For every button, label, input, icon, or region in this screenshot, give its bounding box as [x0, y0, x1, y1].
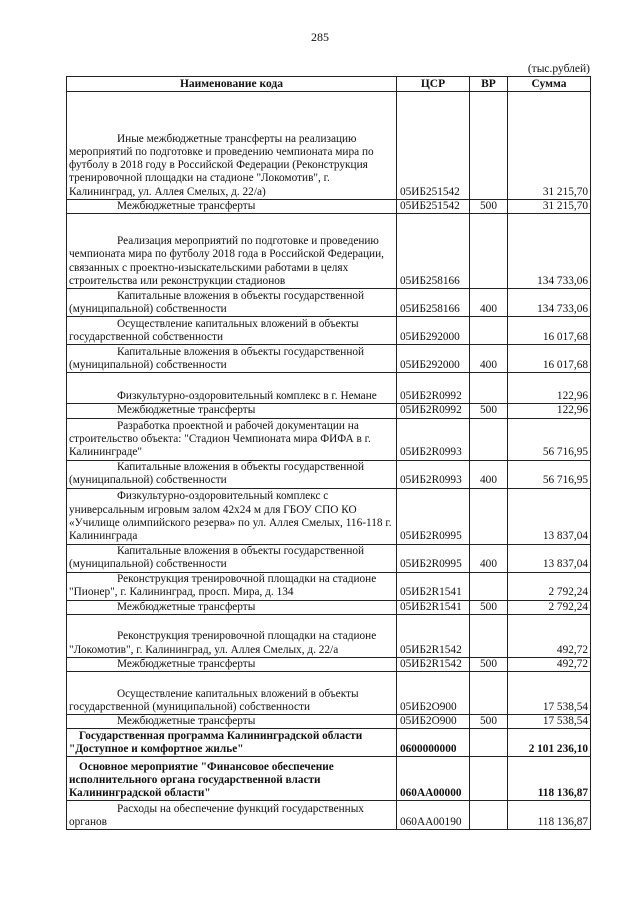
table-row — [67, 404, 591, 418]
table-row — [67, 317, 591, 345]
cell-name: Капитальные вложения в объекты государственной (муниципальной) собственности — [67, 345, 397, 373]
cell-csr: 05ИБ292000 — [397, 317, 470, 345]
cell-name: Межбюджетные трансферты — [67, 715, 397, 729]
cell-sum: 2 792,24 — [508, 572, 591, 600]
cell-csr: 05ИБ2R0995 — [397, 544, 470, 572]
cell-sum: 2 792,24 — [508, 600, 591, 614]
table-row — [67, 544, 591, 572]
cell-vr: 500 — [470, 404, 508, 418]
cell-name: Физкультурно-оздоровительный комплекс в г. Немане — [67, 373, 397, 404]
table-row — [67, 672, 591, 715]
cell-csr: 05ИБ2R0993 — [397, 418, 470, 460]
cell-csr: 05ИБ2R0995 — [397, 488, 470, 544]
cell-name: Реконструкция тренировочной площадки на стадионе "Пионер", г. Калининград, просп. Мира, д. 134 — [67, 572, 397, 600]
budget-table — [66, 76, 591, 830]
table-body — [67, 92, 591, 830]
cell-name: Капитальные вложения в объекты государственной (муниципальной) собственности — [67, 289, 397, 317]
cell-vr — [470, 572, 508, 600]
cell-csr: 0600000000 — [397, 729, 470, 757]
cell-vr — [470, 373, 508, 404]
cell-vr — [470, 214, 508, 289]
table-row — [67, 373, 591, 404]
cell-vr: 400 — [470, 460, 508, 488]
cell-name: Межбюджетные трансферты — [67, 404, 397, 418]
cell-vr — [470, 614, 508, 657]
table-row — [67, 729, 591, 757]
header-sum: Сумма — [508, 77, 591, 92]
cell-csr: 05ИБ2R1541 — [397, 600, 470, 614]
table-row — [67, 657, 591, 671]
cell-name: Разработка проектной и рабочей документации на строительство объекта: "Стадион Чемпионата мира ФИФА в г. Калининграде" — [67, 418, 397, 460]
cell-csr: 05ИБ2R1541 — [397, 572, 470, 600]
cell-name: Физкультурно-оздоровительный комплекс с универсальным игровым залом 42х24 м для ГБОУ СПО КО «Училище олимпийского резерва» по ул. Аллея Смелых, 116-118 г. Калининграда — [67, 488, 397, 544]
cell-vr — [470, 801, 508, 830]
cell-name: Капитальные вложения в объекты государственной (муниципальной) собственности — [67, 460, 397, 488]
cell-sum: 17 538,54 — [508, 715, 591, 729]
table-row — [67, 200, 591, 214]
cell-vr: 500 — [470, 715, 508, 729]
cell-vr — [470, 729, 508, 757]
units-label: (тыс.рублей) — [527, 63, 590, 75]
table-header-row — [67, 77, 591, 92]
cell-name: Реконструкция тренировочной площадки на стадионе "Локомотив", г. Калининград, ул. Аллея Смелых, д. 22/а — [67, 614, 397, 657]
table-row — [67, 214, 591, 289]
table-row — [67, 345, 591, 373]
cell-sum: 31 215,70 — [508, 92, 591, 200]
cell-csr: 05ИБ2R1542 — [397, 614, 470, 657]
table-row — [67, 801, 591, 830]
table-row — [67, 488, 591, 544]
cell-sum: 122,96 — [508, 404, 591, 418]
cell-csr: 05ИБ251542 — [397, 92, 470, 200]
cell-vr: 500 — [470, 200, 508, 214]
cell-vr: 400 — [470, 289, 508, 317]
cell-name: Межбюджетные трансферты — [67, 600, 397, 614]
cell-name: Реализация мероприятий по подготовке и проведению чемпионата мира по футболу 2018 года в Российской Федерации, связанных с проектно-изыскательскими работами в целях строительства или реконструкции стадионов — [67, 214, 397, 289]
cell-name: Осуществление капитальных вложений в объекты государственной (муниципальной) собственности — [67, 672, 397, 715]
cell-vr — [470, 672, 508, 715]
page-number: 285 — [311, 30, 329, 44]
cell-name: Иные межбюджетные трансферты на реализацию мероприятий по подготовке и проведению чемпионата мира по футболу в 2018 году в Российской Федерации (Реконструкция тренировочной площадки на стадионе "Локомотив", г. Калининград, ул. Аллея Смелых, д. 22/а) — [67, 92, 397, 200]
table-row — [67, 757, 591, 801]
cell-vr — [470, 418, 508, 460]
cell-name: Межбюджетные трансферты — [67, 657, 397, 671]
cell-name: Межбюджетные трансферты — [67, 200, 397, 214]
cell-sum: 122,96 — [508, 373, 591, 404]
cell-vr — [470, 92, 508, 200]
cell-vr: 400 — [470, 544, 508, 572]
cell-sum: 118 136,87 — [508, 757, 591, 801]
cell-name: Осуществление капитальных вложений в объекты государственной собственности — [67, 317, 397, 345]
cell-sum: 118 136,87 — [508, 801, 591, 830]
cell-sum: 13 837,04 — [508, 544, 591, 572]
cell-csr: 05ИБ258166 — [397, 214, 470, 289]
cell-vr: 400 — [470, 345, 508, 373]
cell-csr: 05ИБ258166 — [397, 289, 470, 317]
cell-csr: 060АА00000 — [397, 757, 470, 801]
cell-csr: 05ИБ2R0993 — [397, 460, 470, 488]
cell-csr: 05ИБ2O900 — [397, 672, 470, 715]
cell-sum: 492,72 — [508, 614, 591, 657]
cell-csr: 05ИБ2R0992 — [397, 373, 470, 404]
table-row — [67, 289, 591, 317]
header-vr: ВР — [470, 77, 508, 92]
cell-name: Капитальные вложения в объекты государственной (муниципальной) собственности — [67, 544, 397, 572]
table-row — [67, 715, 591, 729]
cell-sum: 134 733,06 — [508, 289, 591, 317]
table-row — [67, 418, 591, 460]
cell-vr — [470, 317, 508, 345]
cell-csr: 05ИБ2O900 — [397, 715, 470, 729]
table-row — [67, 460, 591, 488]
cell-sum: 17 538,54 — [508, 672, 591, 715]
table-row — [67, 600, 591, 614]
cell-sum: 16 017,68 — [508, 345, 591, 373]
table-row — [67, 614, 591, 657]
cell-csr: 05ИБ2R1542 — [397, 657, 470, 671]
cell-name: Государственная программа Калининградской области "Доступное и комфортное жилье" — [67, 729, 397, 757]
cell-vr — [470, 757, 508, 801]
table-row — [67, 572, 591, 600]
cell-name: Основное мероприятие "Финансовое обеспечение исполнительного органа государственной власти Калининградской области" — [67, 757, 397, 801]
header-name: Наименование кода — [67, 77, 397, 92]
cell-vr — [470, 488, 508, 544]
cell-sum: 13 837,04 — [508, 488, 591, 544]
cell-name: Расходы на обеспечение функций государственных органов — [67, 801, 397, 830]
cell-csr: 05ИБ292000 — [397, 345, 470, 373]
cell-vr: 500 — [470, 657, 508, 671]
cell-sum: 134 733,06 — [508, 214, 591, 289]
cell-sum: 16 017,68 — [508, 317, 591, 345]
cell-csr: 060АА00190 — [397, 801, 470, 830]
cell-csr: 05ИБ251542 — [397, 200, 470, 214]
cell-sum: 56 716,95 — [508, 460, 591, 488]
cell-sum: 492,72 — [508, 657, 591, 671]
table-row — [67, 92, 591, 200]
header-csr: ЦСР — [397, 77, 470, 92]
cell-csr: 05ИБ2R0992 — [397, 404, 470, 418]
cell-sum: 31 215,70 — [508, 200, 591, 214]
cell-sum: 56 716,95 — [508, 418, 591, 460]
cell-sum: 2 101 236,10 — [508, 729, 591, 757]
cell-vr: 500 — [470, 600, 508, 614]
